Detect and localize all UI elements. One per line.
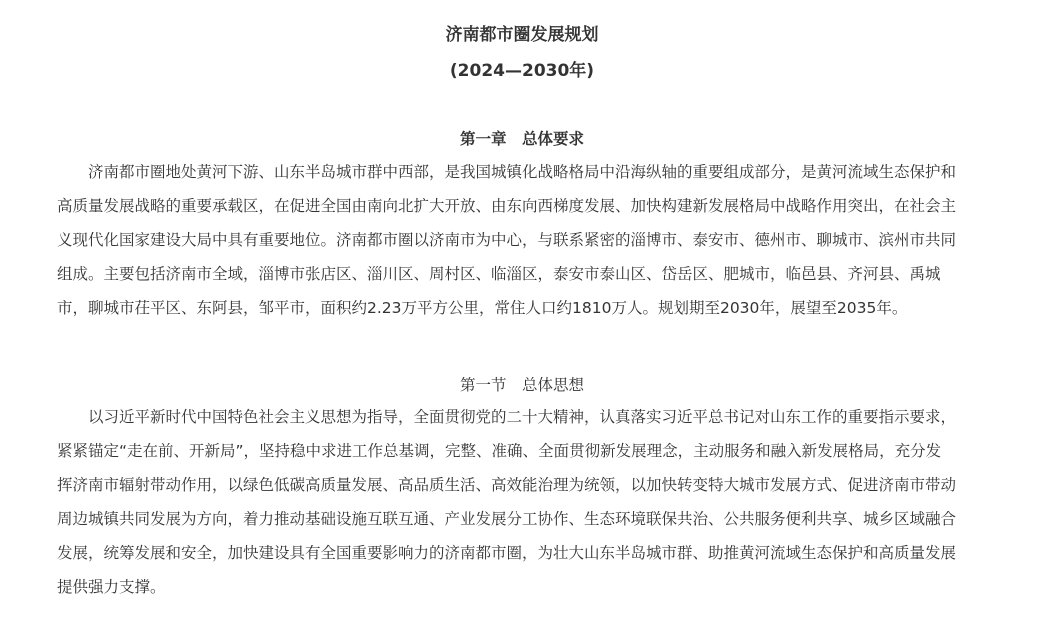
paragraph-line: 紧紧锚定“走在前、开新局”，坚持稳中求进工作总基调，完整、准确、全面贯彻新发展理念，主动服务和融入新发展格局，充分发 [57,442,942,460]
paragraph-line: 义现代化国家建设大局中具有重要地位。济南都市圈以济南市为中心，与联系紧密的淄博市、泰安市、德州市、聊城市、滨州市共同 [57,231,957,249]
paragraph-line: 周边城镇共同发展为方向，着力推动基础设施互联互通、产业发展分工协作、生态环境联保共治、公共服务便利共享、城乡区域融合 [57,510,957,528]
paragraph-line: 组成。主要包括济南市全域，淄博市张店区、淄川区、周村区、临淄区，泰安市泰山区、岱岳区、肥城市，临邑县、齐河县、禹城 [57,265,941,283]
chapter-heading: 第一章 总体要求 [459,130,584,148]
paragraph-line: 以习近平新时代中国特色社会主义思想为指导，全面贯彻党的二十大精神，认真落实习近平总书记对山东工作的重要指示要求， [88,408,957,426]
document-title: 济南都市圈发展规划 [445,25,599,45]
paragraph-line: 发展，统筹发展和安全，加快建设具有全国重要影响力的济南都市圈，为壮大山东半岛城市群、助推黄河流域生态保护和高质量发展 [57,544,957,562]
paragraph-line: 济南都市圈地处黄河下游、山东半岛城市群中西部，是我国城镇化战略格局中沿海纵轴的重要组成部分，是黄河流域生态保护和 [88,163,957,181]
paragraph-line: 高质量发展战略的重要承载区，在促进全国由南向北扩大开放、由东向西梯度发展、加快构建新发展格局中战略作用突出，在社会主 [57,197,957,215]
paragraph-line: 提供强力支撑。 [57,578,166,596]
chapter-paragraph [57,155,987,325]
document-subtitle: (2024—2030年) [449,61,595,81]
section-paragraph [57,400,987,604]
section-heading: 第一节 总体思想 [459,376,584,394]
paragraph-line: 市，聊城市茌平区、东阿县，邹平市，面积约2.23万平方公里，常住人口约1810万人。规划期至2030年，展望至2035年。 [57,299,908,317]
paragraph-line: 挥济南市辐射带动作用，以绿色低碳高质量发展、高品质生活、高效能治理为统领，以加快转变特大城市发展方式、促进济南市带动 [57,476,957,494]
